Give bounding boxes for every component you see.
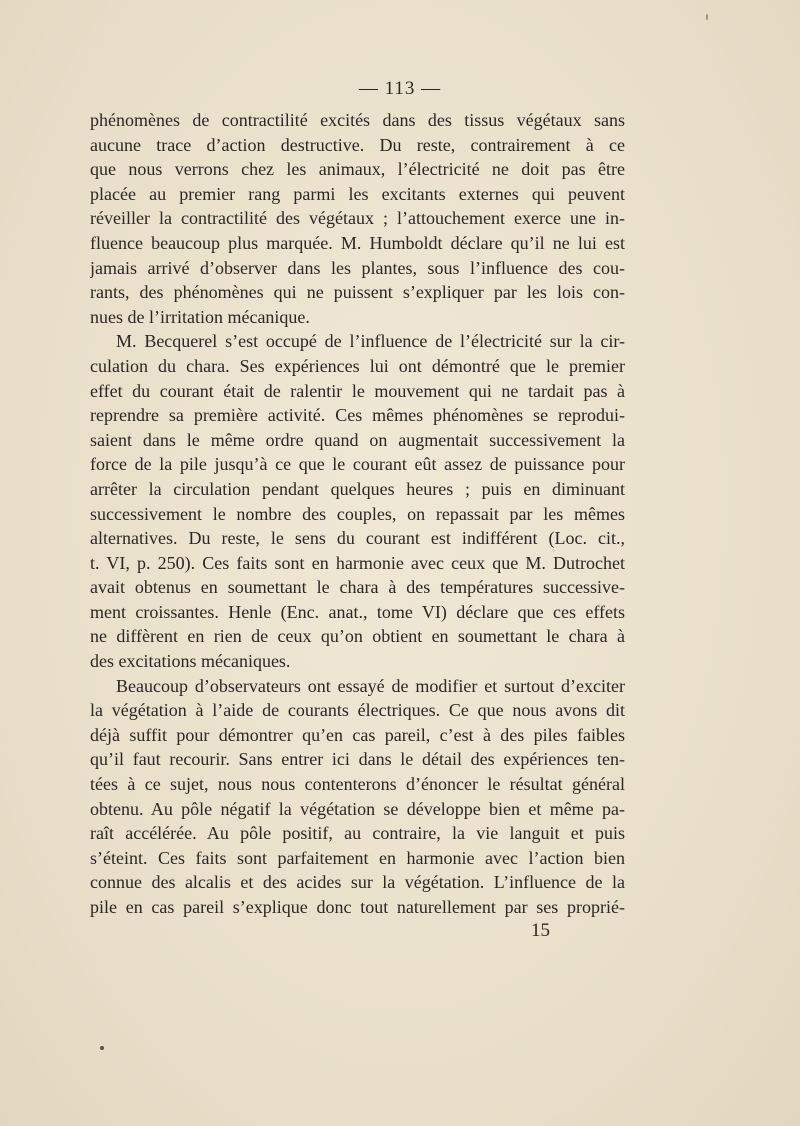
text-line: t. VI, p. 250). Ces faits sont en harmonie avec ceux que M. Dutrochet [90, 552, 625, 573]
text-line: alternatives. Du reste, le sens du courant est indifférent (Loc. cit., [90, 528, 625, 549]
text-line: aucune trace d’action destructive. Du reste, contrairement à ce [90, 134, 625, 155]
page-number-header: — 113 — [358, 78, 442, 99]
text-line: arrêter la circulation pendant quelques heures ; puis en diminuant [90, 478, 625, 499]
paper-speck [706, 14, 708, 20]
text-line: phénomènes de contractilité excités dans des tissus végétaux sans [90, 110, 625, 130]
text-line: s’éteint. Ces faits sont parfaitement en harmonie avec l’action bien [90, 847, 625, 868]
text-line: obtenu. Au pôle négatif la végétation se développe bien et même pa- [90, 798, 625, 819]
body-text [90, 108, 625, 920]
text-line: ne diffèrent en rien de ceux qu’on obtient en soumettant le chara à [90, 626, 625, 647]
text-line: pile en cas pareil s’explique donc tout naturellement par ses proprié- [90, 897, 625, 917]
text-line: tées à ce sujet, nous nous contenterons d’énoncer le résultat général [90, 774, 625, 795]
text-line: avait obtenus en soumettant le chara à des températures successive- [90, 577, 625, 598]
text-line: jamais arrivé d’observer dans les plantes, sous l’influence des cou- [90, 257, 625, 278]
text-line: saient dans le même ordre quand on augmentait successivement la [90, 429, 625, 450]
text-line: culation du chara. Ses expériences lui ont démontré que le premier [90, 355, 625, 376]
text-line: placée au premier rang parmi les excitants externes qui peuvent [90, 183, 625, 204]
text-line: connue des alcalis et des acides sur la végétation. L’influence de la [90, 872, 625, 893]
text-line: fluence beaucoup plus marquée. M. Humboldt déclare qu’il ne lui est [90, 232, 625, 253]
text-line: réveiller la contractilité des végétaux ; l’attouchement exerce une in- [90, 208, 625, 229]
text-line: Beaucoup d’observateurs ont essayé de modifier et surtout d’exciter [116, 675, 625, 696]
text-line: ment croissantes. Henle (Enc. anat., tome VI) déclare que ces effets [90, 601, 625, 622]
text-line: des excitations mécaniques. [90, 651, 291, 672]
text-line: qu’il faut recourir. Sans entrer ici dans le détail des expériences ten- [90, 749, 625, 770]
text-line: reprendre sa première activité. Ces mêmes phénomènes se reprodui- [90, 405, 625, 426]
text-line: la végétation à l’aide de courants électriques. Ce que nous avons dit [90, 700, 625, 721]
text-line: que nous verrons chez les animaux, l’électricité ne doit pas être [90, 159, 625, 180]
text-line: raît accélérée. Au pôle positif, au contraire, la vie languit et puis [90, 823, 625, 844]
paper-speck [100, 1046, 104, 1050]
text-line: force de la pile jusqu’à ce que le courant eût assez de puissance pour [90, 454, 625, 475]
signature-mark: 15 [531, 920, 550, 941]
text-line: effet du courant était de ralentir le mouvement qui ne tardait pas à [90, 380, 625, 401]
text-line: déjà suffit pour démontrer qu’en cas pareil, c’est à des piles faibles [90, 724, 625, 745]
text-line: rants, des phénomènes qui ne puissent s’expliquer par les lois con- [90, 282, 625, 303]
text-line: nues de l’irritation mécanique. [90, 306, 310, 327]
text-line: successivement le nombre des couples, on repassait par les mêmes [90, 503, 625, 524]
text-line: M. Becquerel s’est occupé de l’influence de l’électricité sur la cir- [116, 331, 625, 352]
